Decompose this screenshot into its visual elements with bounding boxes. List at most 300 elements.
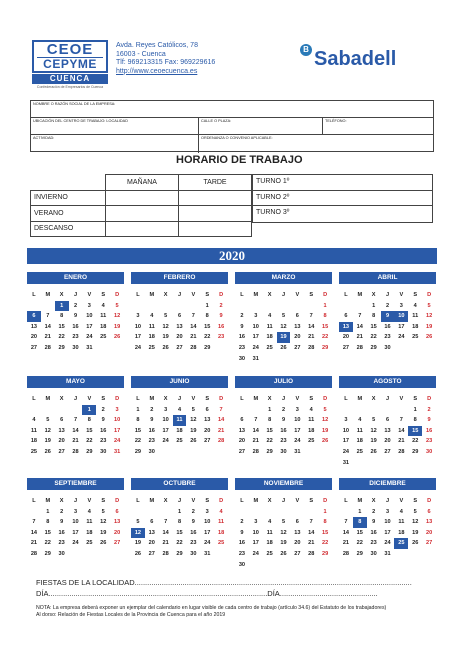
day-cell[interactable]: 5 xyxy=(372,417,376,424)
day-cell[interactable]: 17 xyxy=(398,323,405,330)
day-cell[interactable]: 17 xyxy=(252,540,259,547)
day-cell[interactable]: 3 xyxy=(399,302,403,309)
day-cell[interactable]: 23 xyxy=(72,334,79,341)
day-cell[interactable]: 23 xyxy=(100,438,107,445)
day-cell[interactable]: 5 xyxy=(46,417,50,424)
day-cell[interactable]: 29 xyxy=(134,448,142,455)
day-cell[interactable]: 13 xyxy=(339,322,353,333)
day-cell[interactable]: 2 xyxy=(240,519,244,526)
day-cell[interactable]: 7 xyxy=(164,519,168,526)
day-cell[interactable]: 25 xyxy=(266,550,273,557)
day-cell[interactable]: 17 xyxy=(384,529,391,536)
day-cell[interactable]: 27 xyxy=(148,550,155,557)
day-cell[interactable]: 3 xyxy=(205,508,209,515)
day-cell[interactable]: 17 xyxy=(134,334,142,341)
day-cell[interactable]: 4 xyxy=(177,406,182,413)
day-cell[interactable]: 17 xyxy=(204,529,211,536)
day-cell[interactable]: 23 xyxy=(280,438,287,445)
day-cell[interactable]: 14 xyxy=(72,427,79,434)
day-cell[interactable]: 2 xyxy=(372,508,376,515)
day-cell[interactable]: 25 xyxy=(86,540,93,547)
day-cell[interactable]: 29 xyxy=(176,550,183,557)
day-cell[interactable]: 11 xyxy=(356,427,363,434)
day-cell[interactable]: 10 xyxy=(86,313,93,320)
day-cell[interactable]: 27 xyxy=(425,540,433,547)
day-cell[interactable]: 27 xyxy=(30,344,38,351)
day-cell[interactable]: 20 xyxy=(113,529,121,536)
day-cell[interactable]: 24 xyxy=(342,448,350,455)
day-cell[interactable]: 12 xyxy=(100,519,107,526)
day-cell[interactable]: 14 xyxy=(308,529,315,536)
day-cell[interactable]: 13 xyxy=(294,529,301,536)
day-cell[interactable]: 12 xyxy=(131,528,145,539)
day-cell[interactable]: 12 xyxy=(412,519,419,526)
day-cell[interactable]: 21 xyxy=(356,334,363,341)
day-cell[interactable]: 13 xyxy=(58,427,65,434)
day-cell[interactable]: 12 xyxy=(44,427,51,434)
day-cell[interactable]: 18 xyxy=(148,334,155,341)
day-cell[interactable]: 16 xyxy=(238,540,246,547)
day-cell[interactable]: 9 xyxy=(191,519,195,526)
day-cell[interactable]: 22 xyxy=(44,540,51,547)
summer-morning-cell[interactable] xyxy=(106,206,179,222)
day-cell[interactable]: 13 xyxy=(425,519,433,526)
day-cell[interactable]: 4 xyxy=(219,508,223,515)
day-cell[interactable]: 30 xyxy=(425,448,433,455)
day-cell[interactable]: 18 xyxy=(176,427,183,434)
day-cell[interactable]: 8 xyxy=(268,417,272,424)
day-cell[interactable]: 27 xyxy=(58,448,65,455)
day-cell[interactable]: 13 xyxy=(384,427,391,434)
day-cell[interactable]: 24 xyxy=(384,540,391,547)
day-cell[interactable]: 20 xyxy=(425,529,433,536)
day-cell[interactable]: 31 xyxy=(342,459,350,466)
day-cell[interactable]: 31 xyxy=(294,448,301,455)
day-cell[interactable]: 18 xyxy=(100,323,107,330)
day-cell[interactable]: 16 xyxy=(148,427,155,434)
day-cell[interactable]: 25 xyxy=(308,438,315,445)
day-cell[interactable]: 25 xyxy=(266,344,273,351)
day-cell[interactable]: 19 xyxy=(100,529,107,536)
street-field[interactable]: CALLE O PLAZA: xyxy=(199,118,323,134)
day-cell[interactable]: 21 xyxy=(30,540,38,547)
day-cell[interactable]: 5 xyxy=(323,406,327,413)
day-cell[interactable]: 4 xyxy=(150,313,154,320)
day-cell[interactable]: 16 xyxy=(72,323,79,330)
day-cell[interactable]: 6 xyxy=(60,417,64,424)
day-cell[interactable]: 10 xyxy=(162,417,169,424)
day-cell[interactable]: 11 xyxy=(266,529,273,536)
day-cell[interactable]: 10 xyxy=(252,323,259,330)
day-cell[interactable]: 19 xyxy=(425,323,433,330)
day-cell[interactable]: 4 xyxy=(87,508,91,515)
day-cell[interactable]: 21 xyxy=(190,334,197,341)
day-cell[interactable]: 7 xyxy=(309,313,313,320)
day-cell[interactable]: 17 xyxy=(252,334,259,341)
day-cell[interactable]: 17 xyxy=(294,427,301,434)
day-cell[interactable]: 19 xyxy=(113,323,121,330)
day-cell[interactable]: 9 xyxy=(372,519,376,526)
day-cell[interactable]: 26 xyxy=(100,540,107,547)
day-cell[interactable]: 19 xyxy=(134,540,142,547)
day-cell[interactable]: 18 xyxy=(398,529,405,536)
day-cell[interactable]: 28 xyxy=(44,344,51,351)
day-cell[interactable]: 30 xyxy=(238,355,246,362)
day-cell[interactable]: 4 xyxy=(358,417,362,424)
day-cell[interactable]: 16 xyxy=(58,529,65,536)
day-cell[interactable]: 21 xyxy=(342,540,350,547)
day-cell[interactable]: 22 xyxy=(356,540,363,547)
day-cell[interactable]: 19 xyxy=(277,332,291,343)
day-cell[interactable]: 19 xyxy=(321,427,329,434)
winter-afternoon-cell[interactable] xyxy=(179,190,252,206)
day-cell[interactable]: 26 xyxy=(190,438,197,445)
day-cell[interactable]: 1 xyxy=(413,406,417,413)
day-cell[interactable]: 31 xyxy=(113,448,121,455)
day-cell[interactable]: 23 xyxy=(238,344,246,351)
day-cell[interactable]: 1 xyxy=(358,508,362,515)
day-cell[interactable]: 12 xyxy=(370,427,377,434)
day-cell[interactable]: 29 xyxy=(321,344,329,351)
day-cell[interactable]: 8 xyxy=(323,519,327,526)
day-cell[interactable]: 28 xyxy=(308,550,315,557)
day-cell[interactable]: 29 xyxy=(86,448,93,455)
rest-afternoon-cell[interactable] xyxy=(179,221,252,237)
day-cell[interactable]: 7 xyxy=(219,406,223,413)
day-cell[interactable]: 11 xyxy=(100,313,107,320)
day-cell[interactable]: 22 xyxy=(370,334,377,341)
day-cell[interactable]: 3 xyxy=(344,417,348,424)
day-cell[interactable]: 9 xyxy=(150,417,154,424)
day-cell[interactable]: 25 xyxy=(176,438,183,445)
day-cell[interactable]: 7 xyxy=(32,519,36,526)
day-cell[interactable]: 14 xyxy=(398,427,405,434)
day-cell[interactable]: 6 xyxy=(344,313,348,320)
day-cell[interactable]: 27 xyxy=(204,438,211,445)
day-cell[interactable]: 9 xyxy=(73,313,78,320)
day-cell[interactable]: 6 xyxy=(115,508,119,515)
day-cell[interactable]: 21 xyxy=(398,438,405,445)
day-cell[interactable]: 25 xyxy=(100,334,107,341)
day-cell[interactable]: 9 xyxy=(219,313,223,320)
day-cell[interactable]: 11 xyxy=(412,313,419,320)
day-cell[interactable]: 8 xyxy=(205,313,209,320)
day-cell[interactable]: 22 xyxy=(58,334,65,341)
shift-3[interactable]: TURNO 3º xyxy=(256,209,290,216)
day-cell[interactable]: 3 xyxy=(87,302,91,309)
day-cell[interactable]: 14 xyxy=(252,427,259,434)
day-cell[interactable]: 15 xyxy=(321,323,329,330)
day-cell[interactable]: 5 xyxy=(281,313,286,320)
day-cell[interactable]: 25 xyxy=(356,448,363,455)
day-cell[interactable]: 6 xyxy=(295,313,299,320)
day-cell[interactable]: 2 xyxy=(73,302,78,309)
day-cell[interactable]: 10 xyxy=(252,529,259,536)
day-cell[interactable]: 23 xyxy=(148,438,155,445)
day-cell[interactable]: 26 xyxy=(321,438,329,445)
day-cell[interactable]: 22 xyxy=(321,540,329,547)
day-cell[interactable]: 20 xyxy=(294,334,301,341)
day-cell[interactable]: 9 xyxy=(60,519,64,526)
day-cell[interactable]: 26 xyxy=(113,334,121,341)
day-cell[interactable]: 20 xyxy=(384,438,391,445)
day-cell[interactable]: 2 xyxy=(385,302,390,309)
day-cell[interactable]: 7 xyxy=(399,417,403,424)
day-cell[interactable]: 7 xyxy=(254,417,258,424)
day-cell[interactable]: 1 xyxy=(136,406,140,413)
company-name-field[interactable]: NOMBRE O RAZÓN SOCIAL DE LA EMPRESA: xyxy=(33,102,116,106)
day-cell[interactable]: 12 xyxy=(162,323,169,330)
day-cell[interactable]: 2 xyxy=(150,406,154,413)
day-cell[interactable]: 3 xyxy=(254,519,258,526)
day-cell[interactable]: 19 xyxy=(162,334,169,341)
day-cell[interactable]: 21 xyxy=(72,438,79,445)
day-cell[interactable]: 11 xyxy=(86,519,93,526)
day-cell[interactable]: 2 xyxy=(240,313,244,320)
day-cell[interactable]: 5 xyxy=(427,302,431,309)
day-cell[interactable]: 7 xyxy=(73,417,78,424)
day-cell[interactable]: 21 xyxy=(252,438,259,445)
day-cell[interactable]: 21 xyxy=(308,540,315,547)
day-cell[interactable]: 28 xyxy=(217,438,225,445)
day-cell[interactable]: 10 xyxy=(113,417,121,424)
day-cell[interactable]: 11 xyxy=(148,323,155,330)
day-cell[interactable]: 30 xyxy=(100,448,107,455)
day-cell[interactable]: 7 xyxy=(191,313,195,320)
day-cell[interactable]: 28 xyxy=(252,448,259,455)
shift-1[interactable]: TURNO 1º xyxy=(253,175,432,191)
day-cell[interactable]: 18 xyxy=(217,529,225,536)
day-cell[interactable]: 17 xyxy=(162,427,169,434)
day-cell[interactable]: 18 xyxy=(30,438,38,445)
day-cell[interactable]: 11 xyxy=(30,427,37,434)
day-cell[interactable]: 24 xyxy=(252,344,259,351)
day-cell[interactable]: 24 xyxy=(398,334,405,341)
day-cell[interactable]: 23 xyxy=(425,438,433,445)
day-cell[interactable]: 11 xyxy=(218,519,225,526)
day-cell[interactable]: 12 xyxy=(190,417,197,424)
day-cell[interactable]: 30 xyxy=(280,448,287,455)
day-cell[interactable]: 22 xyxy=(176,540,183,547)
day-cell[interactable]: 18 xyxy=(412,323,419,330)
day-cell[interactable]: 14 xyxy=(30,529,38,536)
day-cell[interactable]: 3 xyxy=(164,406,168,413)
day-cell[interactable]: 24 xyxy=(113,438,121,445)
day-cell[interactable]: 22 xyxy=(321,334,329,341)
day-cell[interactable]: 5 xyxy=(136,519,140,526)
day-cell[interactable]: 15 xyxy=(356,529,363,536)
day-cell[interactable]: 14 xyxy=(308,323,315,330)
day-cell[interactable]: 15 xyxy=(266,427,273,434)
day-cell[interactable]: 10 xyxy=(294,417,301,424)
day-cell[interactable]: 26 xyxy=(162,344,169,351)
day-cell[interactable]: 13 xyxy=(148,529,155,536)
day-cell[interactable]: 10 xyxy=(384,519,391,526)
day-cell[interactable]: 6 xyxy=(240,417,244,424)
day-cell[interactable]: 10 xyxy=(204,519,211,526)
day-cell[interactable]: 15 xyxy=(86,427,93,434)
day-cell[interactable]: 23 xyxy=(217,334,225,341)
day-cell[interactable]: 19 xyxy=(190,427,197,434)
day-cell[interactable]: 18 xyxy=(266,540,273,547)
day-cell[interactable]: 27 xyxy=(176,344,183,351)
day-cell[interactable]: 3 xyxy=(136,313,140,320)
day-cell[interactable]: 24 xyxy=(252,550,259,557)
day-cell[interactable]: 13 xyxy=(294,323,301,330)
day-cell[interactable]: 15 xyxy=(408,426,422,437)
day-cell[interactable]: 6 xyxy=(27,311,41,322)
day-cell[interactable]: 23 xyxy=(190,540,197,547)
website-link[interactable]: http://www.ceoecuenca.es xyxy=(116,67,198,75)
day-cell[interactable]: 30 xyxy=(370,550,377,557)
day-cell[interactable]: 8 xyxy=(46,519,50,526)
day-cell[interactable]: 29 xyxy=(266,448,273,455)
day-cell[interactable]: 2 xyxy=(60,508,64,515)
day-cell[interactable]: 1 xyxy=(268,406,272,413)
day-cell[interactable]: 26 xyxy=(44,448,51,455)
day-cell[interactable]: 14 xyxy=(44,323,51,330)
day-cell[interactable]: 31 xyxy=(252,355,259,362)
day-cell[interactable]: 4 xyxy=(32,417,36,424)
day-cell[interactable]: 27 xyxy=(342,344,350,351)
rest-morning-cell[interactable] xyxy=(106,221,179,237)
day-cell[interactable]: 7 xyxy=(46,313,50,320)
day-cell[interactable]: 3 xyxy=(254,313,258,320)
day-cell[interactable]: 5 xyxy=(164,313,168,320)
day-cell[interactable]: 8 xyxy=(413,417,417,424)
day-cell[interactable]: 20 xyxy=(30,334,38,341)
day-cell[interactable]: 31 xyxy=(384,550,391,557)
day-cell[interactable]: 15 xyxy=(204,323,211,330)
day-cell[interactable]: 23 xyxy=(58,540,65,547)
day-cell[interactable]: 3 xyxy=(115,406,119,413)
day-cell[interactable]: 16 xyxy=(370,529,377,536)
day-cell[interactable]: 5 xyxy=(101,508,105,515)
day-cell[interactable]: 10 xyxy=(342,427,350,434)
day-cell[interactable]: 16 xyxy=(217,323,225,330)
day-cell[interactable]: 27 xyxy=(294,550,301,557)
day-cell[interactable]: 1 xyxy=(177,508,182,515)
day-cell[interactable]: 15 xyxy=(370,323,377,330)
day-cell[interactable]: 11 xyxy=(266,323,273,330)
day-cell[interactable]: 16 xyxy=(280,427,287,434)
day-cell[interactable]: 7 xyxy=(344,519,348,526)
day-cell[interactable]: 30 xyxy=(148,448,155,455)
day-cell[interactable]: 8 xyxy=(372,313,376,320)
day-cell[interactable]: 12 xyxy=(280,529,287,536)
day-cell[interactable]: 19 xyxy=(412,529,419,536)
day-cell[interactable]: 4 xyxy=(399,508,403,515)
day-cell[interactable]: 13 xyxy=(176,323,183,330)
day-cell[interactable]: 7 xyxy=(358,313,362,320)
day-cell[interactable]: 11 xyxy=(398,519,405,526)
day-cell[interactable]: 28 xyxy=(162,550,169,557)
day-cell[interactable]: 24 xyxy=(162,438,169,445)
day-cell[interactable]: 8 xyxy=(177,519,182,526)
day-cell[interactable]: 24 xyxy=(294,438,301,445)
day-cell[interactable]: 21 xyxy=(44,334,51,341)
day-cell[interactable]: 2 xyxy=(219,302,223,309)
day-cell[interactable]: 26 xyxy=(280,344,287,351)
day-cell[interactable]: 26 xyxy=(134,550,142,557)
day-cell[interactable]: 25 xyxy=(30,448,38,455)
day-cell[interactable]: 29 xyxy=(44,550,51,557)
day-cell[interactable]: 6 xyxy=(150,519,154,526)
day-cell[interactable]: 13 xyxy=(204,417,211,424)
day-cell[interactable]: 20 xyxy=(238,438,246,445)
day-cell[interactable]: 4 xyxy=(101,302,105,309)
day-cell[interactable]: 18 xyxy=(308,427,315,434)
day-cell[interactable]: 2 xyxy=(191,508,195,515)
day-cell[interactable]: 15 xyxy=(44,529,51,536)
day-cell[interactable]: 29 xyxy=(356,550,363,557)
day-cell[interactable]: 23 xyxy=(370,540,377,547)
day-cell[interactable]: 31 xyxy=(204,550,211,557)
day-cell[interactable]: 30 xyxy=(58,550,65,557)
day-cell[interactable]: 19 xyxy=(370,438,377,445)
day-cell[interactable]: 24 xyxy=(72,540,79,547)
day-cell[interactable]: 20 xyxy=(58,438,65,445)
day-cell[interactable]: 29 xyxy=(321,550,329,557)
day-cell[interactable]: 4 xyxy=(309,406,313,413)
ordinance-field[interactable]: ORDENANZA O CONVENIO APLICABLE: xyxy=(201,136,273,140)
day-cell[interactable]: 25 xyxy=(148,344,155,351)
day-cell[interactable]: 8 xyxy=(87,417,91,424)
day-cell[interactable]: 17 xyxy=(113,427,121,434)
day-cell[interactable]: 23 xyxy=(384,334,391,341)
day-cell[interactable]: 3 xyxy=(73,508,78,515)
day-cell[interactable]: 13 xyxy=(30,323,38,330)
day-cell[interactable]: 26 xyxy=(425,334,433,341)
day-cell[interactable]: 10 xyxy=(134,323,142,330)
day-cell[interactable]: 12 xyxy=(280,323,287,330)
day-cell[interactable]: 20 xyxy=(148,540,155,547)
day-cell[interactable]: 15 xyxy=(321,529,329,536)
day-cell[interactable]: 13 xyxy=(238,427,246,434)
day-cell[interactable]: 20 xyxy=(176,334,183,341)
day-cell[interactable]: 1 xyxy=(372,302,376,309)
day-cell[interactable]: 21 xyxy=(308,334,315,341)
day-cell[interactable]: 26 xyxy=(370,448,377,455)
day-cell[interactable]: 22 xyxy=(204,334,211,341)
day-cell[interactable]: 21 xyxy=(217,427,225,434)
day-cell[interactable]: 4 xyxy=(413,302,417,309)
day-cell[interactable]: 5 xyxy=(191,406,195,413)
day-cell[interactable]: 4 xyxy=(268,313,272,320)
day-cell[interactable]: 9 xyxy=(240,529,244,536)
day-cell[interactable]: 28 xyxy=(72,448,79,455)
day-cell[interactable]: 16 xyxy=(238,334,246,341)
day-cell[interactable]: 28 xyxy=(356,344,363,351)
day-cell[interactable]: 24 xyxy=(86,334,93,341)
day-cell[interactable]: 30 xyxy=(72,344,79,351)
day-cell[interactable]: 16 xyxy=(425,427,433,434)
day-cell[interactable]: 20 xyxy=(204,427,211,434)
day-cell[interactable]: 18 xyxy=(86,529,93,536)
day-cell[interactable]: 30 xyxy=(190,550,197,557)
location-field[interactable]: UBICACIÓN DEL CENTRO DE TRABAJO: LOCALIDAD xyxy=(31,118,199,134)
day-cell[interactable]: 21 xyxy=(162,540,169,547)
day-cell[interactable]: 31 xyxy=(86,344,93,351)
day-cell[interactable]: 23 xyxy=(238,550,246,557)
day-cell[interactable]: 1 xyxy=(323,508,327,515)
day-cell[interactable]: 12 xyxy=(425,313,433,320)
day-cell[interactable]: 29 xyxy=(370,344,377,351)
day-cell[interactable]: 14 xyxy=(162,529,169,536)
day-cell[interactable]: 17 xyxy=(342,438,350,445)
day-cell[interactable]: 9 xyxy=(240,323,244,330)
day-cell[interactable]: 6 xyxy=(177,313,182,320)
